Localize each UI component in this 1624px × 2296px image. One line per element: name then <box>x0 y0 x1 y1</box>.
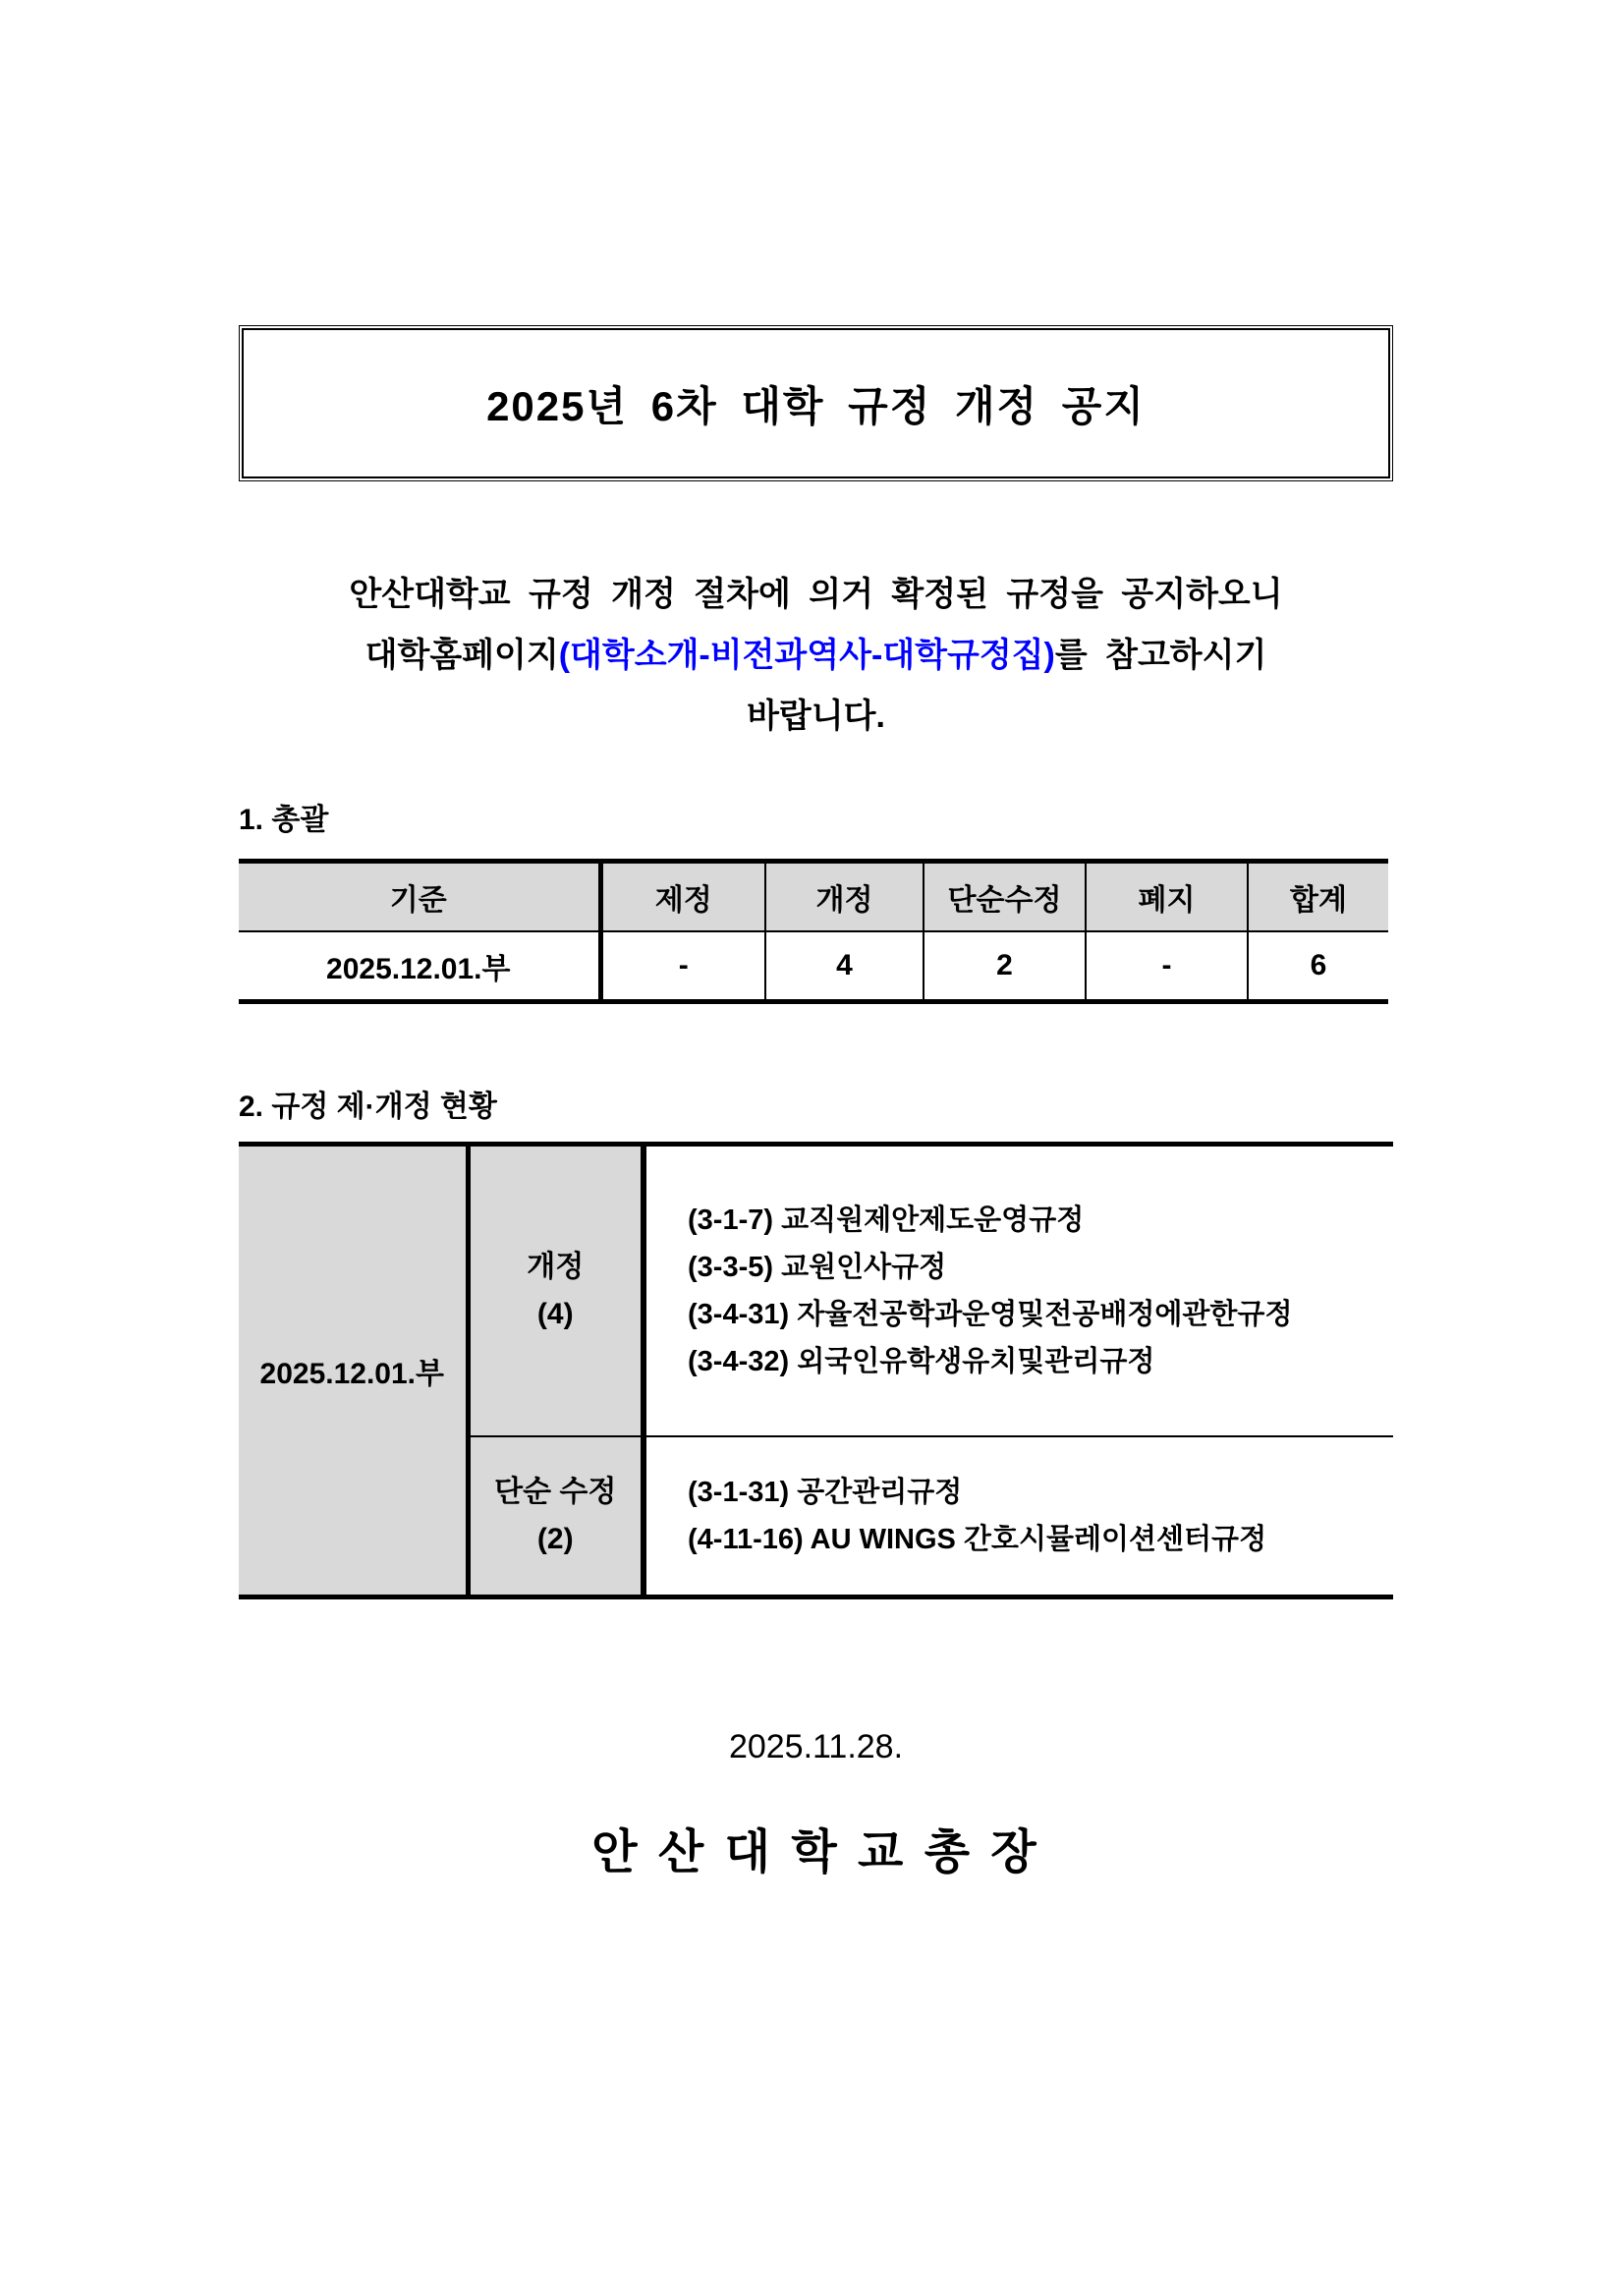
summary-header-abolished: 폐지 <box>1086 862 1248 932</box>
revision-group-label-revised <box>468 1145 644 1437</box>
revision-group-label-line1: 개정 <box>527 1251 585 1283</box>
summary-header-simple-edit: 단순수정 <box>924 862 1086 932</box>
summary-table-header-row <box>239 862 1388 932</box>
intro-line-2-prefix: 대학홈페이지 <box>364 637 559 674</box>
effective-date-cell: 2025.12.01.부 <box>239 1145 468 1597</box>
revision-items-revised <box>644 1145 1393 1437</box>
summary-table-data-row <box>239 931 1388 1002</box>
revision-row-revised <box>239 1145 1393 1437</box>
summary-table <box>239 859 1388 1004</box>
intro-line-3: 바랍니다. <box>747 698 885 735</box>
summary-cell-enacted: - <box>600 931 765 1002</box>
document-content <box>239 325 1393 1882</box>
page-title: 2025년 6차 대학 규정 개정 공지 <box>486 382 1146 429</box>
summary-header-revised: 개정 <box>765 862 924 932</box>
summary-cell-simple-edit: 2 <box>924 931 1086 1002</box>
intro-line-1: 안산대학교 규정 개정 절차에 의거 확정된 규정을 공지하오니 <box>349 576 1283 613</box>
revision-item: (3-4-32) 외국인유학생유치및관리규정 <box>688 1346 1155 1377</box>
revision-item: (3-4-31) 자율전공학과운영및전공배정에관한규정 <box>688 1299 1293 1330</box>
summary-cell-revised: 4 <box>765 931 924 1002</box>
section-2-heading: 2. 규정 제·개정 현황 <box>239 1091 497 1123</box>
summary-cell-abolished: - <box>1086 931 1248 1002</box>
intro-line-2-suffix: 를 참고하시기 <box>1054 637 1267 674</box>
revision-item: (3-1-7) 교직원제안제도운영규정 <box>688 1204 1085 1236</box>
revision-group-label-line2: (4) <box>536 1298 574 1330</box>
revision-item: (3-3-5) 교원인사규정 <box>688 1252 947 1283</box>
intro-line-2 <box>239 625 1393 686</box>
summary-cell-total: 6 <box>1310 949 1327 981</box>
revision-items-simple-edit <box>644 1436 1393 1597</box>
revision-group-label-simple-edit <box>468 1436 644 1597</box>
revision-group-label-line2: (2) <box>536 1523 574 1555</box>
notice-date: 2025.11.28. <box>728 1728 904 1765</box>
revision-item: (4-11-16) AU WINGS 간호시뮬레이션센터규정 <box>688 1524 1267 1555</box>
revision-item: (3-1-31) 공간관리규정 <box>688 1477 963 1508</box>
intro-paragraph <box>239 564 1393 747</box>
summary-header-basis: 기준 <box>239 862 600 932</box>
revision-group-label-line1: 단순 수정 <box>494 1476 617 1508</box>
summary-header-enacted: 제정 <box>600 862 765 932</box>
homepage-menu-path-link: (대학소개-비전과역사-대학규정집) <box>558 637 1055 674</box>
section-1-heading: 1. 총괄 <box>239 804 329 836</box>
summary-cell-basis-date: 2025.12.01.부 <box>239 931 600 1002</box>
revision-detail-table <box>239 1142 1393 1599</box>
title-box <box>239 325 1393 481</box>
signature-president: 안 산 대 학 교 총 장 <box>591 1826 1040 1878</box>
summary-header-total: 합계 <box>1248 862 1388 932</box>
title-box-inner-border <box>242 328 1390 478</box>
